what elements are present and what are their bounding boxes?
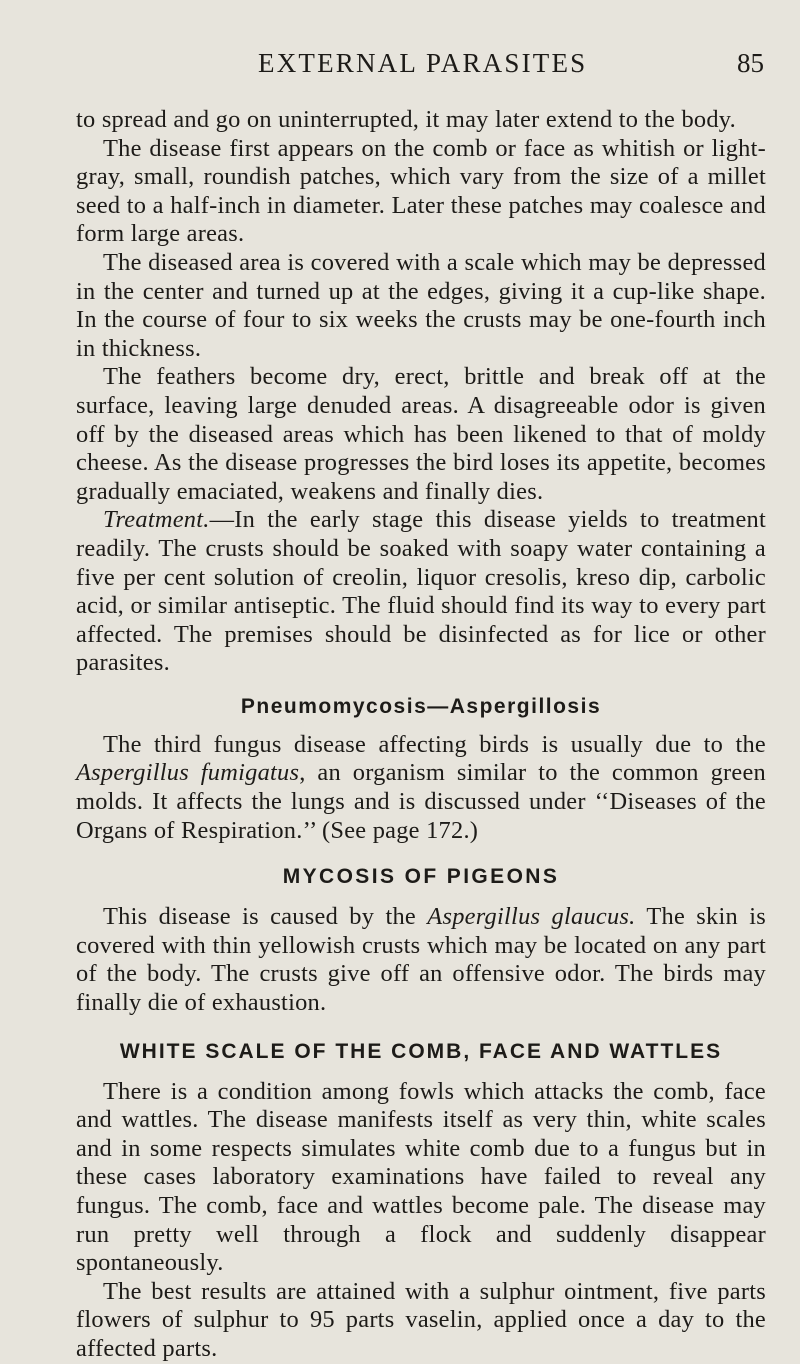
page-number: 85: [737, 48, 764, 78]
species-glaucus: Aspergillus glaucus.: [427, 903, 636, 931]
paragraph-symptoms: The disease first appears on the comb or face as whitish or light-gray, small, roundish patches, which vary from the size of a millet seed to a half-inch in diameter. Later these patches may coalesce and form large areas.: [76, 134, 766, 248]
paragraph-white-scale: There is a condition among fowls which attacks the comb, face and wattles. The disease manifests itself as very thin, white scales and in some respects simulates white comb due to a fungus but in these cases laboratory examinations have failed to reveal any fungus. The comb, face and wattles become pale. The disease may run pretty well through a flock and suddenly disappear spontaneously.: [76, 1077, 766, 1277]
paragraph-scale: The diseased area is covered with a scale which may be depressed in the center and turned up at the edges, giving it a cup-like shape. In the course of four to six weeks the crusts may be one-fourth inch in thickness.: [76, 248, 766, 362]
paragraph-ointment: The best results are attained with a sulphur ointment, five parts flowers of sulphur to 95 parts vaselin, applied once a day to the affected parts.: [76, 1277, 766, 1362]
aspergillosis-text-a: The third fungus disease affecting birds is usually due to the: [103, 730, 766, 758]
species-fumigatus: Aspergillus fumigatus: [76, 759, 300, 787]
treatment-lead: Treatment.: [103, 506, 210, 534]
running-head: [0, 46, 800, 80]
body-text: [76, 106, 766, 1364]
mycosis-text-a: This disease is caused by the: [103, 903, 428, 931]
paragraph-mycosis: [76, 903, 766, 1017]
running-title: EXTERNAL PARASITES: [258, 48, 588, 78]
paragraph-feathers: The feathers become dry, erect, brittle and break off at the surface, leaving large denuded areas. A disagreeable odor is given off by the diseased areas which has been likened to that of moldy cheese. As the disease progresses the bird loses its appetite, becomes gradually emaciated, weakens and finally dies.: [76, 363, 766, 505]
heading-white-scale: WHITE SCALE OF THE COMB, FACE AND WATTLES: [119, 1039, 723, 1063]
mycosis-text-b: The skin is covered with thin yellowish crusts which may be located on any part of the body. The crusts give off an offensive odor. The birds may finally die of exhaustion.: [76, 903, 767, 1017]
aspergillosis-text-b: , an organism similar to the common green molds. It affects the lungs and is discussed under ‘‘Diseases of the Organs of Respiration.’’ (See page 172.): [76, 759, 766, 844]
treatment-text: —In the early stage this disease yields to treatment readily. The crusts should be soaked with soapy water containing a five per cent solution of creolin, liquor cresolis, kreso dip, carbolic acid, or similar antiseptic. The fluid should find its way to every part affected. The premises should be disinfected as for lice or other parasites.: [76, 506, 766, 677]
paragraph-aspergillosis: [76, 731, 766, 845]
paragraph-continuation: to spread and go on uninterrupted, it may later extend to the body.: [76, 106, 736, 133]
heading-mycosis-pigeons: MYCOSIS OF PIGEONS: [282, 865, 560, 889]
paragraph-treatment: [76, 506, 766, 678]
heading-pneumomycosis: Pneumomycosis—Aspergillosis: [240, 694, 602, 718]
